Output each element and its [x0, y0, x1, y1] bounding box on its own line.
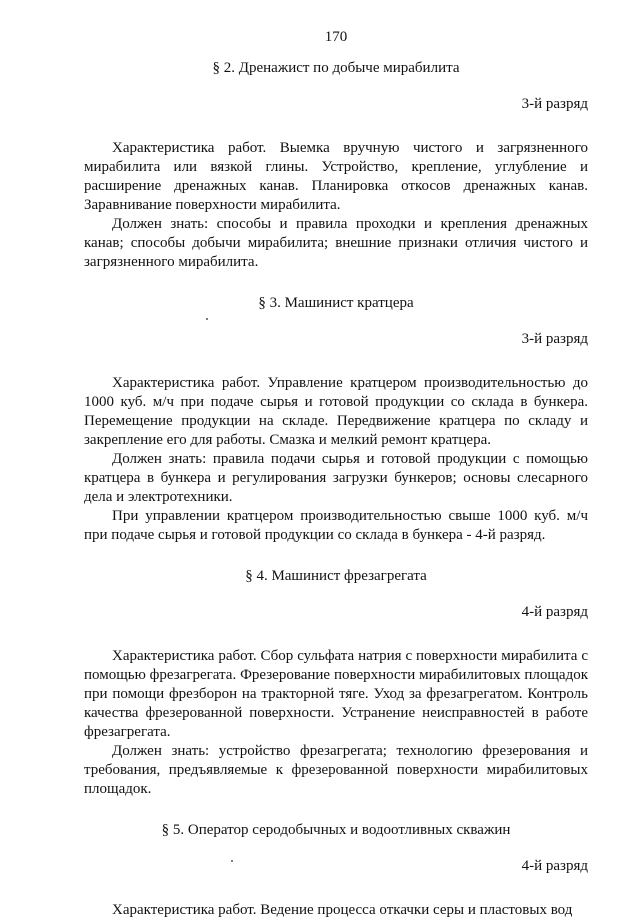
paragraph: При управлении кратцером производительностью свыше 1000 куб. м/ч при подаче сырья и готовой продукции со склада в бункера - 4-й разряд.: [84, 508, 588, 543]
paragraph: Характеристика работ. Сбор сульфата натрия с поверхности мирабилита с помощью фрезагрегата. Фрезерование поверхности мирабилитовых площадок при помощи фрезборон на тракторной тяге. Уход за фрезагрегатом. Контроль качества фрезерованной поверхности. Устранение неисправностей в работе фрезагрегата.: [84, 648, 588, 740]
paragraph: Характеристика работ. Ведение процесса откачки серы и пластовых вод: [112, 902, 573, 918]
section-5: [84, 821, 588, 920]
section-title: § 2. Дренажист по добыче мирабилита: [212, 60, 460, 76]
paragraph: Должен знать: способы и правила проходки и крепления дренажных канав; способы добычи мирабилита; внешние признаки отличия чистого и загрязненного мирабилита.: [84, 216, 588, 270]
section-4: [84, 567, 588, 799]
section-2: [84, 59, 588, 272]
section-3: [84, 294, 588, 545]
document-page: [84, 28, 588, 920]
paragraph: Должен знать: правила подачи сырья и готовой продукции с помощью кратцера в бункера и регулирования загрузки бункеров; основы слесарного дела и электротехники.: [84, 451, 588, 505]
paragraph: Характеристика работ. Управление кратцером производительностью до 1000 куб. м/ч при подаче сырья и готовой продукции со склада в бункера. Перемещение продукции на складе. Передвижение кратцера по складу и закрепление его для работы. Смазка и мелкий ремонт кратцера.: [84, 375, 588, 448]
grade-label: 4-й разряд: [521, 604, 588, 620]
grade-label: 3-й разряд: [521, 331, 588, 347]
scan-speck: [231, 860, 233, 862]
page-number: 170: [324, 29, 348, 45]
grade-label: 4-й разряд: [521, 858, 588, 874]
paragraph: Характеристика работ. Выемка вручную чистого и загрязненного мирабилита или вязкой глины. Устройство, крепление, углубление и расширение дренажных канав. Планировка откосов дренажных канав. Заравнивание поверхности мирабилита.: [84, 140, 588, 213]
section-title: § 4. Машинист фрезагрегата: [245, 568, 427, 584]
section-title: § 3. Машинист кратцера: [258, 295, 414, 311]
paragraph: Должен знать: устройство фрезагрегата; технологию фрезерования и требования, предъявляемые к фрезерованной поверхности мирабилитовых площадок.: [84, 743, 588, 797]
section-title: § 5. Оператор серодобычных и водоотливных скважин: [161, 822, 511, 838]
scan-speck: [206, 318, 208, 320]
grade-label: 3-й разряд: [521, 96, 588, 112]
